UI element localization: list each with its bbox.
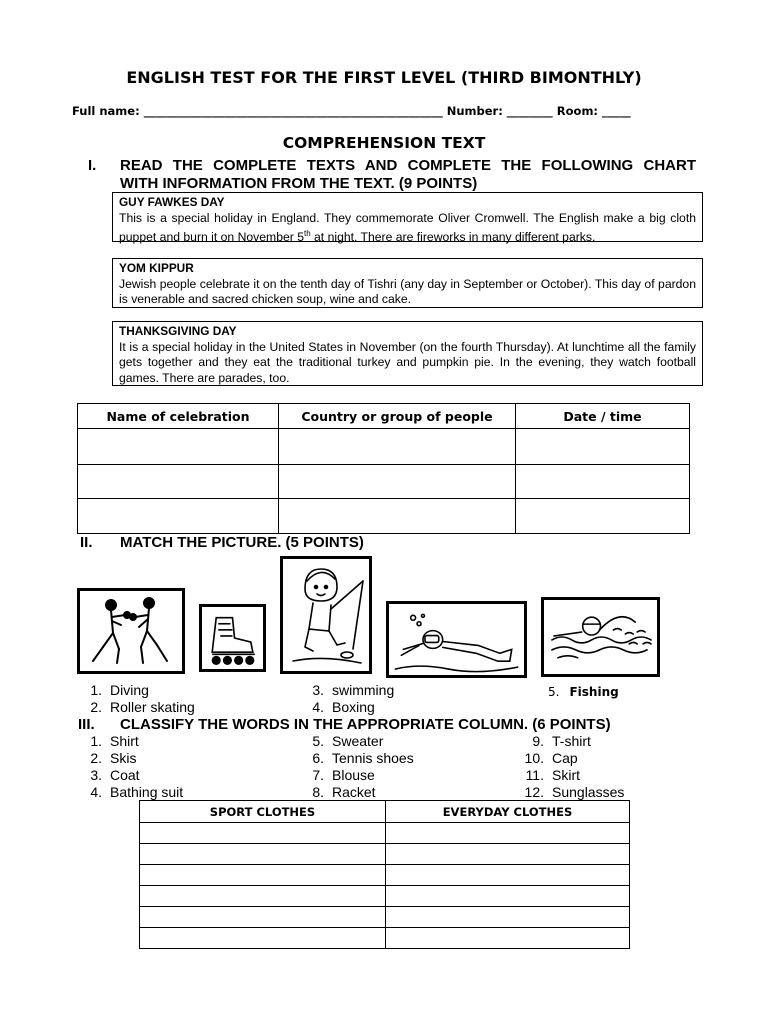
table-cell[interactable] [140, 844, 386, 865]
table-cell[interactable] [140, 886, 386, 907]
text-body: It is a special holiday in the United States in November (on the fourth Thursday). At lunchtime all the family gets together and they eat the traditional turkey and pumpkin pie. In the evening, they watch football games. There are parades, too. [119, 339, 696, 385]
text-box-guy-fawkes [112, 192, 703, 245]
word-item: 7. Blouse [312, 767, 375, 783]
section-2-instruction: MATCH THE PICTURE. (5 POINTS) [120, 534, 364, 551]
table-cell[interactable] [386, 865, 630, 886]
chart-cell[interactable] [516, 465, 690, 499]
section-1-instruction-line2: WITH INFORMATION FROM THE TEXT. (9 POINTS) [120, 175, 478, 192]
clothes-classification-table [139, 800, 630, 949]
table-header-everyday: EVERYDAY CLOTHES [386, 801, 630, 823]
word-item: 9. T-shirt [532, 733, 591, 749]
table-cell[interactable] [140, 928, 386, 949]
boxing-picture[interactable] [77, 588, 185, 674]
word-item: 4. Bathing suit [90, 784, 184, 800]
chart-header-name: Name of celebration [78, 404, 279, 429]
chart-header-date: Date / time [516, 404, 690, 429]
chart-cell[interactable] [279, 465, 516, 499]
table-cell[interactable] [386, 823, 630, 844]
text-box-yom-kippur [112, 258, 703, 308]
table-cell[interactable] [386, 928, 630, 949]
text-body: Jewish people celebrate it on the tenth day of Tishri (any day in September or October). This day of pardon is venerable and sacred chicken soup, wine and cake. [119, 276, 696, 306]
text-title: THANKSGIVING DAY [119, 324, 237, 338]
table-header-sport: SPORT CLOTHES [140, 801, 386, 823]
word-item: 5. Sweater [312, 733, 384, 749]
table-cell[interactable] [386, 907, 630, 928]
match-item-4: 4. Boxing [312, 699, 375, 715]
word-item: 1. Shirt [90, 733, 139, 749]
student-info-fields[interactable]: Full name: ____________________________________________________ Number: ________ Room: _____ [72, 104, 631, 118]
word-item: 6. Tennis shoes [312, 750, 414, 766]
celebration-chart [77, 403, 690, 534]
word-item: 2. Skis [90, 750, 137, 766]
match-item-1: 1. Diving [90, 682, 149, 698]
text-box-thanksgiving [112, 321, 703, 386]
swimming-picture[interactable] [541, 597, 660, 677]
chart-cell[interactable] [279, 499, 516, 534]
chart-cell[interactable] [78, 465, 279, 499]
text-body: This is a special holiday in England. They commemorate Oliver Cromwell. The English make a big cloth puppet and burn it on November 5th at night. There are fireworks in many different parks. [119, 210, 696, 245]
word-item: 10. Cap [524, 750, 578, 766]
section-3-instruction: CLASSIFY THE WORDS IN THE APPROPRIATE COLUMN. (6 POINTS) [120, 716, 611, 733]
table-cell[interactable] [140, 823, 386, 844]
table-cell[interactable] [386, 844, 630, 865]
match-item-5: 5. Fishing [548, 685, 619, 699]
section-3-number: III. [78, 716, 95, 733]
chart-cell[interactable] [516, 429, 690, 465]
word-item: 11. Skirt [525, 767, 580, 783]
word-item: 12. Sunglasses [524, 784, 625, 800]
comprehension-heading: COMPREHENSION TEXT [282, 134, 486, 152]
match-item-2: 2. Roller skating [90, 699, 195, 715]
table-cell[interactable] [140, 865, 386, 886]
test-title: ENGLISH TEST FOR THE FIRST LEVEL (THIRD BIMONTHLY) [126, 68, 642, 87]
chart-cell[interactable] [78, 499, 279, 534]
chart-cell[interactable] [516, 499, 690, 534]
roller-skate-picture[interactable] [199, 604, 266, 672]
table-cell[interactable] [140, 907, 386, 928]
text-title: GUY FAWKES DAY [119, 195, 225, 209]
chart-cell[interactable] [78, 429, 279, 465]
word-item: 3. Coat [90, 767, 140, 783]
section-1-number: I. [88, 157, 97, 174]
chart-cell[interactable] [279, 429, 516, 465]
word-item: 8. Racket [312, 784, 376, 800]
diving-picture[interactable] [386, 601, 527, 678]
chart-header-country: Country or group of people [279, 404, 516, 429]
match-item-3: 3. swimming [312, 682, 395, 698]
section-1-instruction-line1: READ THE COMPLETE TEXTS AND COMPLETE THE FOLLOWING CHART [120, 157, 696, 174]
text-title: YOM KIPPUR [119, 261, 194, 275]
fishing-picture[interactable] [280, 556, 372, 674]
section-2-number: II. [80, 534, 93, 551]
table-cell[interactable] [386, 886, 630, 907]
